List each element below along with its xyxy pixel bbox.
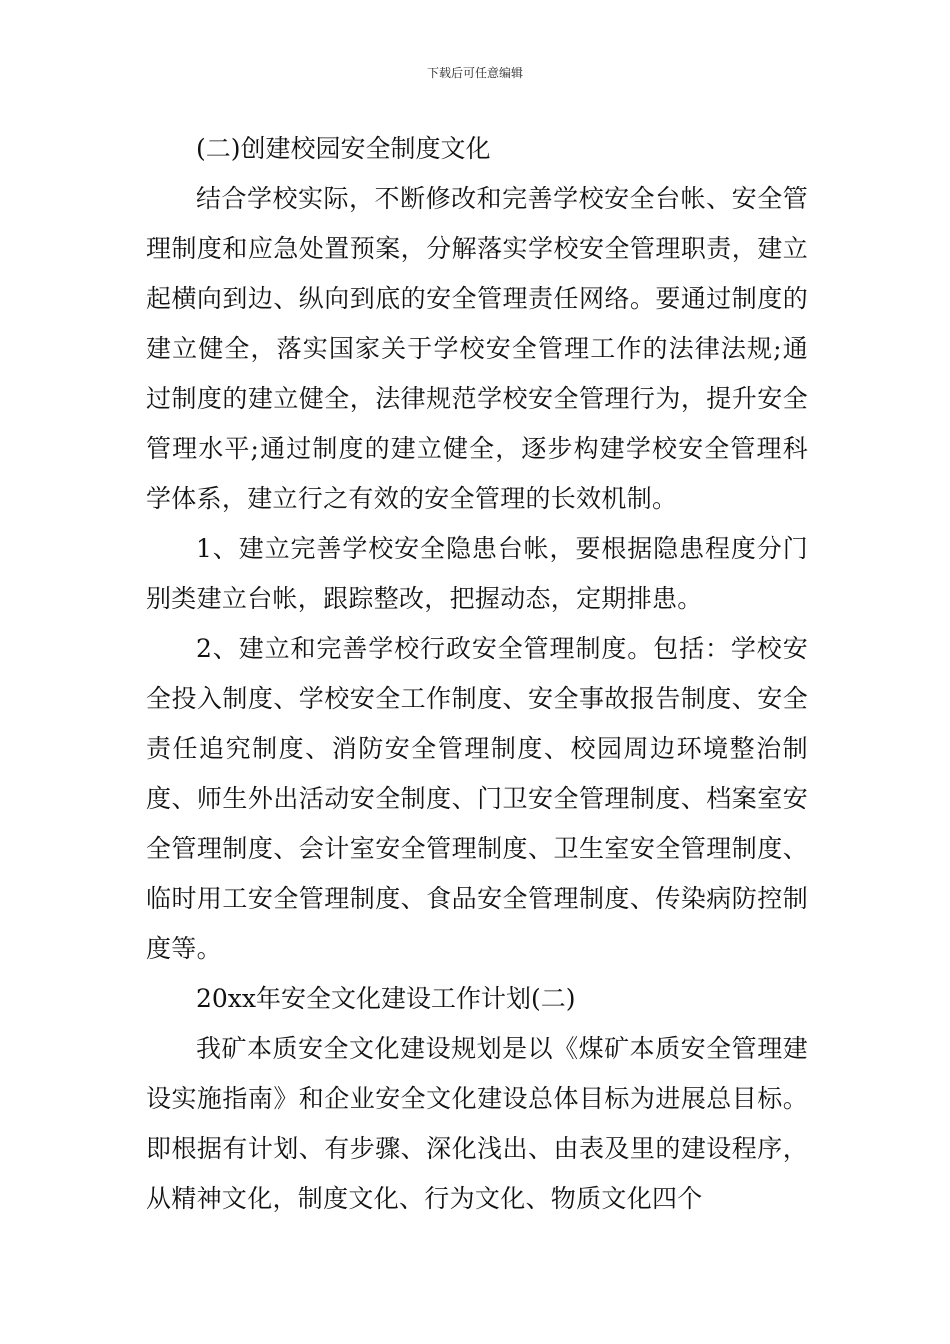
section-heading: (二)创建校园安全制度文化: [196, 134, 491, 163]
list-item-hazard-ledger: 1、建立完善学校安全隐患台帐，要根据隐患程度分门别类建立台帐，跟踪整改，把握动态，定期排患。: [146, 534, 808, 613]
paragraph-mine-plan: 我矿本质安全文化建设规划是以《煤矿本质安全管理建设实施指南》和企业安全文化建设总体目标为进展总目标。即根据有计划、有步骤、深化浅出、由表及里的建设程序，从精神文化，制度文化、行为文化、物质文化四个: [146, 1034, 808, 1213]
page-header-note: 下载后可任意编辑: [426, 66, 523, 80]
document-body: [146, 124, 808, 1224]
paragraph-safety-system: 结合学校实际，不断修改和完善学校安全台帐、安全管理制度和应急处置预案，分解落实学校安全管理职责，建立起横向到边、纵向到底的安全管理责任网络。要通过制度的建立健全，落实国家关于学校安全管理工作的法律法规;通过制度的建立健全，法律规范学校安全管理行为，提升安全管理水平;通过制度的建立健全，逐步构建学校安全管理科学体系，建立行之有效的安全管理的长效机制。: [146, 184, 808, 513]
list-item-admin-system: 2、建立和完善学校行政安全管理制度。包括：学校安全投入制度、学校安全工作制度、安全事故报告制度、安全责任追究制度、消防安全管理制度、校园周边环境整治制度、师生外出活动安全制度、门卫安全管理制度、档案室安全管理制度、会计室安全管理制度、卫生室安全管理制度、临时用工安全管理制度、食品安全管理制度、传染病防控制度等。: [146, 634, 808, 963]
plan-title: 20xx年安全文化建设工作计划(二): [196, 984, 576, 1013]
